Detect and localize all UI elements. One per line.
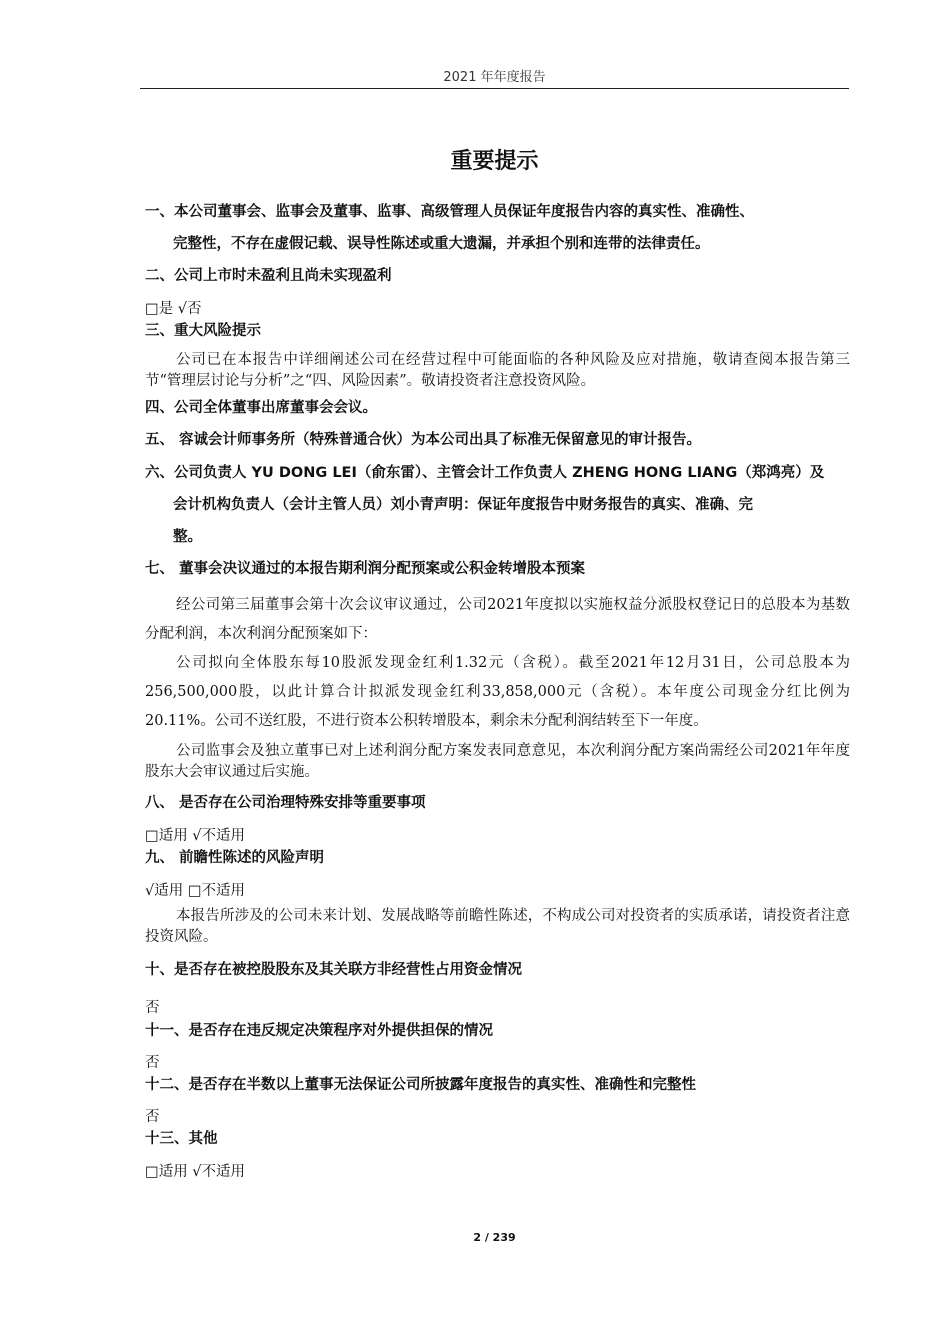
section-10-heading: 十、是否存在被控股股东及其关联方非经营性占用资金情况 [145, 962, 522, 978]
section-13-option: □适用 √不适用 [145, 1164, 246, 1180]
section-7-heading: 七、 董事会决议通过的本报告期利润分配预案或公积金转增股本预案 [145, 561, 586, 577]
section-7-body-1: 经公司第三届董事会第十次会议审议通过，公司2021年度拟以实施权益分派股权登记日的总股本为基数分配利润，本次利润分配预案如下： [145, 597, 850, 642]
section-9-heading: 九、 前瞻性陈述的风险声明 [145, 850, 325, 866]
section-12-answer: 否 [145, 1109, 160, 1125]
section-9-option: √适用 □不适用 [145, 883, 246, 899]
running-header: 2021 年年度报告 [443, 70, 546, 85]
section-10-answer: 否 [145, 1000, 160, 1016]
section-8-heading: 八、 是否存在公司治理特殊安排等重要事项 [145, 795, 426, 811]
section-11-heading: 十一、是否存在违反规定决策程序对外提供担保的情况 [145, 1023, 493, 1039]
section-5-heading: 五、 容诚会计师事务所（特殊普通合伙）为本公司出具了标准无保留意见的审计报告。 [145, 432, 702, 448]
section-2-option: □是 √否 [145, 301, 202, 317]
section-9-body: 本报告所涉及的公司未来计划、发展战略等前瞻性陈述，不构成公司对投资者的实质承诺，请投资者注意投资风险。 [145, 908, 850, 945]
section-7-body-3: 公司监事会及独立董事已对上述利润分配方案发表同意意见，本次利润分配方案尚需经公司2021年年度股东大会审议通过后实施。 [145, 743, 850, 780]
section-3-heading: 三、重大风险提示 [145, 323, 261, 339]
section-1-heading-line2: 完整性，不存在虚假记载、误导性陈述或重大遗漏，并承担个别和连带的法律责任。 [173, 236, 710, 252]
section-7-body-2: 公司拟向全体股东每10股派发现金红利1.32元（含税）。截至2021年12月31日，公司总股本为256,500,000股，以此计算合计拟派发现金红利33,858,000元（含税）。本年度公司现金分红比例为20.11%。公司不送红股，不进行资本公积转增股本，剩余未分配利润结转至下一年度。 [145, 655, 850, 729]
section-8-option: □适用 √不适用 [145, 828, 246, 844]
section-4-heading: 四、公司全体董事出席董事会会议。 [145, 400, 377, 416]
page-title: 重要提示 [450, 149, 539, 174]
section-11-answer: 否 [145, 1055, 160, 1071]
section-1-heading-line1: 一、本公司董事会、监事会及董事、监事、高级管理人员保证年度报告内容的真实性、准确性、 [145, 204, 754, 220]
section-6-heading-line1: 六、公司负责人 YU DONG LEI（俞东雷）、主管会计工作负责人 ZHENG HONG LIANG（郑鸿亮）及 [145, 465, 825, 481]
section-12-heading: 十二、是否存在半数以上董事无法保证公司所披露年度报告的真实性、准确性和完整性 [145, 1077, 696, 1093]
section-2-heading: 二、公司上市时未盈利且尚未实现盈利 [145, 268, 392, 284]
page-number: 2 / 239 [473, 1231, 516, 1244]
section-3-body: 公司已在本报告中详细阐述公司在经营过程中可能面临的各种风险及应对措施，敬请查阅本报告第三节“管理层讨论与分析”之“四、风险因素”。敬请投资者注意投资风险。 [145, 352, 850, 389]
section-6-heading-line2: 会计机构负责人（会计主管人员）刘小青声明：保证年度报告中财务报告的真实、准确、完 [173, 497, 753, 513]
section-13-heading: 十三、其他 [145, 1131, 218, 1147]
section-6-heading-line3: 整。 [173, 529, 202, 545]
header-divider [140, 88, 849, 89]
